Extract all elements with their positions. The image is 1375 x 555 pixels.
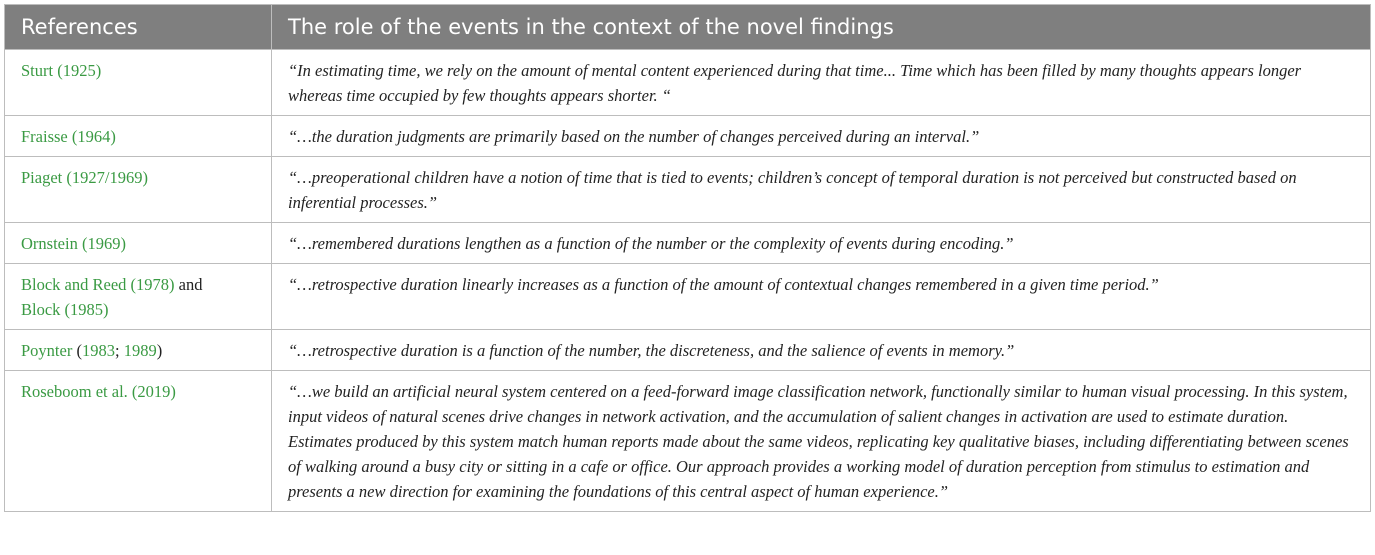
table-row — [5, 371, 1371, 512]
quote-cell: “…retrospective duration is a function of the number, the discreteness, and the salience of events in memory.” — [272, 330, 1371, 371]
reference-cell — [5, 264, 272, 330]
citation-link[interactable]: 1989 — [123, 341, 157, 360]
reference-cell — [5, 50, 272, 116]
reference-cell — [5, 223, 272, 264]
citation-link[interactable]: Roseboom et al. (2019) — [21, 382, 176, 401]
citation-link[interactable]: 1983 — [81, 341, 115, 360]
table-row — [5, 264, 1371, 330]
header-role: The role of the events in the context of the novel findings — [272, 5, 1371, 50]
reference-cell — [5, 157, 272, 223]
citation-link[interactable]: Ornstein (1969) — [21, 234, 126, 253]
table-header-row — [5, 5, 1371, 50]
table-row — [5, 157, 1371, 223]
table-row — [5, 223, 1371, 264]
quote-cell: “…we build an artificial neural system centered on a feed-forward image classification network, functionally similar to human visual processing. In this system, input videos of natural scenes drive changes in network activation, and the accumulation of salient changes in activation are used to estimate duration. Estimates produced by this system match human reports made about the same videos, replicating key qualitative biases, including differentiating between scenes of walking around a busy city or sitting in a cafe or office. Our approach provides a working model of duration perception from stimulus to estimation and presents a new direction for examining the foundations of this central aspect of human experience.” — [272, 371, 1371, 512]
reference-cell — [5, 330, 272, 371]
quote-cell: “In estimating time, we rely on the amount of mental content experienced during that time... Time which has been filled by many thoughts appears longer whereas time occupied by few thoughts appears shorter. “ — [272, 50, 1371, 116]
citation-link[interactable]: Fraisse (1964) — [21, 127, 116, 146]
citation-link[interactable]: Block and Reed (1978) — [21, 275, 175, 294]
references-table — [4, 4, 1371, 512]
table-row — [5, 330, 1371, 371]
citation-link[interactable]: Block (1985) — [21, 300, 109, 319]
citation-separator: ; — [114, 341, 124, 360]
citation-paren-close: ) — [156, 341, 163, 360]
quote-cell: “…preoperational children have a notion of time that is tied to events; children’s concept of temporal duration is not perceived but constructed based on inferential processes.” — [272, 157, 1371, 223]
citation-link[interactable]: Piaget (1927/1969) — [21, 168, 148, 187]
reference-cell — [5, 371, 272, 512]
citation-link[interactable]: Sturt (1925) — [21, 61, 102, 80]
citation-link[interactable]: Poynter — [21, 341, 73, 360]
quote-cell: “…retrospective duration linearly increases as a function of the amount of contextual changes remembered in a given time period.” — [272, 264, 1371, 330]
quote-cell: “…remembered durations lengthen as a function of the number or the complexity of events during encoding.” — [272, 223, 1371, 264]
table-row — [5, 50, 1371, 116]
header-references: References — [5, 5, 272, 50]
citation-joiner: and — [174, 275, 203, 294]
reference-cell — [5, 116, 272, 157]
table-row — [5, 116, 1371, 157]
quote-cell: “…the duration judgments are primarily based on the number of changes perceived during an interval.” — [272, 116, 1371, 157]
citation-paren-open: ( — [72, 341, 82, 360]
